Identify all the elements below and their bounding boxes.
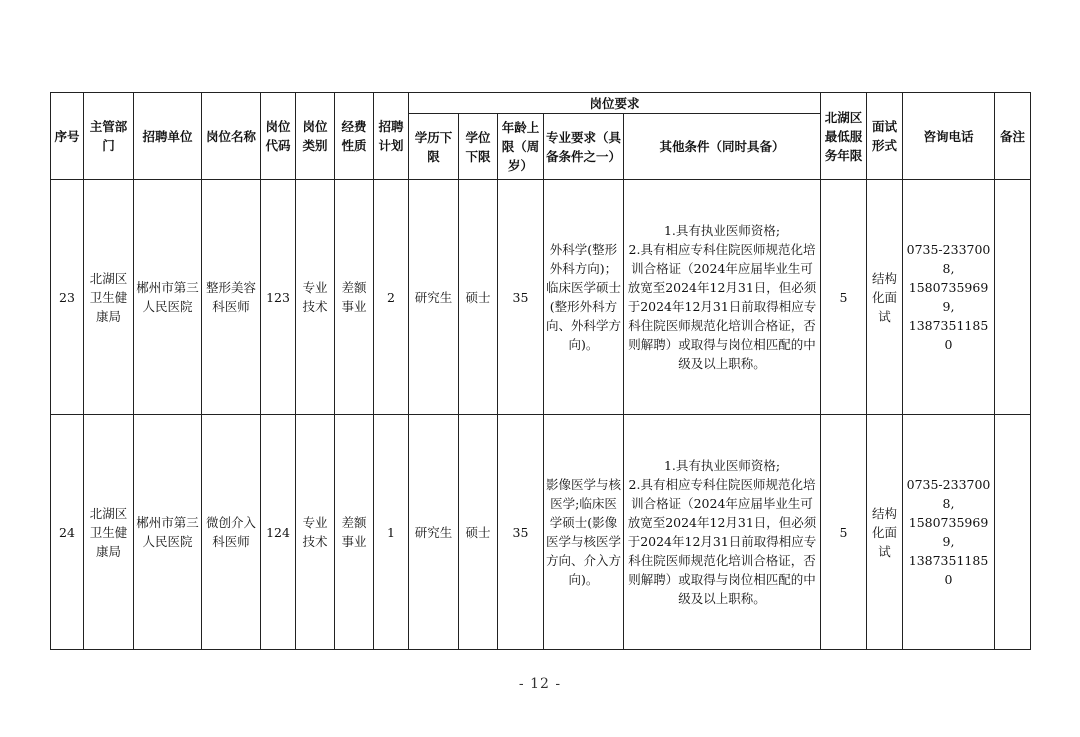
cell-post-name: 微创介入科医师 <box>202 415 261 650</box>
cell-other <box>624 415 821 650</box>
header-remark: 备注 <box>995 93 1031 180</box>
cell-fund: 差额事业 <box>335 180 374 415</box>
header-age: 年龄上限（周岁） <box>498 114 544 180</box>
cell-plan: 2 <box>374 180 409 415</box>
cell-post-type: 专业技术 <box>296 180 335 415</box>
other-condition-1: 1.具有执业医师资格; <box>663 223 781 238</box>
header-dept: 主管部门 <box>84 93 134 180</box>
cell-post-name: 整形美容科医师 <box>202 180 261 415</box>
cell-degree: 硕士 <box>459 180 498 415</box>
cell-post-code: 124 <box>261 415 296 650</box>
phone-1: 0735-2337008, <box>906 477 991 511</box>
cell-major: 外科学(整形外科方向)；临床医学硕士(整形外科方向、外科学方向)。 <box>544 180 624 415</box>
table-row <box>51 180 1031 415</box>
cell-post-type: 专业技术 <box>296 415 335 650</box>
cell-dept: 北湖区卫生健康局 <box>84 180 134 415</box>
other-condition-2: 2.具有相应专科住院医师规范化培训合格证（2024年应届毕业生可放宽至2024年12月31日，但必须于2024年12月31日前取得相应专科住院医师规范化培训合格证，否则解聘）或取得与岗位相匹配的中级及以上职称。 <box>627 242 817 371</box>
table-header <box>51 93 1031 180</box>
header-service: 北湖区最低服务年限 <box>821 93 867 180</box>
header-fund: 经费性质 <box>335 93 374 180</box>
cell-degree: 硕士 <box>459 415 498 650</box>
header-post-type: 岗位类别 <box>296 93 335 180</box>
cell-seq: 24 <box>51 415 84 650</box>
cell-edu: 研究生 <box>409 180 459 415</box>
cell-fund: 差额事业 <box>335 415 374 650</box>
header-interview: 面试形式 <box>867 93 903 180</box>
cell-dept: 北湖区卫生健康局 <box>84 415 134 650</box>
cell-remark <box>995 415 1031 650</box>
header-edu: 学历下限 <box>409 114 459 180</box>
table-row <box>51 415 1031 650</box>
phone-3: 13873511850 <box>908 318 989 352</box>
cell-other <box>624 180 821 415</box>
cell-post-code: 123 <box>261 180 296 415</box>
cell-plan: 1 <box>374 415 409 650</box>
cell-age: 35 <box>498 415 544 650</box>
header-major: 专业要求（具备条件之一） <box>544 114 624 180</box>
cell-age: 35 <box>498 180 544 415</box>
header-group-requirements: 岗位要求 <box>409 93 821 114</box>
cell-unit: 郴州市第三人民医院 <box>134 180 202 415</box>
cell-phone <box>903 180 995 415</box>
cell-major: 影像医学与核医学;临床医学硕士(影像医学与核医学方向、介入方向)。 <box>544 415 624 650</box>
phone-1: 0735-2337008, <box>906 242 991 276</box>
header-post-name: 岗位名称 <box>202 93 261 180</box>
cell-phone <box>903 415 995 650</box>
cell-interview: 结构化面试 <box>867 415 903 650</box>
phone-2: 15807359699, <box>908 280 989 314</box>
cell-service: 5 <box>821 415 867 650</box>
cell-remark <box>995 180 1031 415</box>
other-condition-1: 1.具有执业医师资格; <box>663 458 781 473</box>
cell-service: 5 <box>821 180 867 415</box>
cell-unit: 郴州市第三人民医院 <box>134 415 202 650</box>
recruitment-table <box>50 92 1031 650</box>
header-degree: 学位下限 <box>459 114 498 180</box>
cell-interview: 结构化面试 <box>867 180 903 415</box>
header-unit: 招聘单位 <box>134 93 202 180</box>
header-plan: 招聘计划 <box>374 93 409 180</box>
phone-2: 15807359699, <box>908 515 989 549</box>
header-phone: 咨询电话 <box>903 93 995 180</box>
header-other: 其他条件（同时具备） <box>624 114 821 180</box>
phone-3: 13873511850 <box>908 553 989 587</box>
cell-seq: 23 <box>51 180 84 415</box>
header-seq: 序号 <box>51 93 84 180</box>
page-number: - 12 - <box>518 676 562 692</box>
header-post-code: 岗位代码 <box>261 93 296 180</box>
other-condition-2: 2.具有相应专科住院医师规范化培训合格证（2024年应届毕业生可放宽至2024年12月31日，但必须于2024年12月31日前取得相应专科住院医师规范化培训合格证，否则解聘）或取得与岗位相匹配的中级及以上职称。 <box>627 477 817 606</box>
cell-edu: 研究生 <box>409 415 459 650</box>
